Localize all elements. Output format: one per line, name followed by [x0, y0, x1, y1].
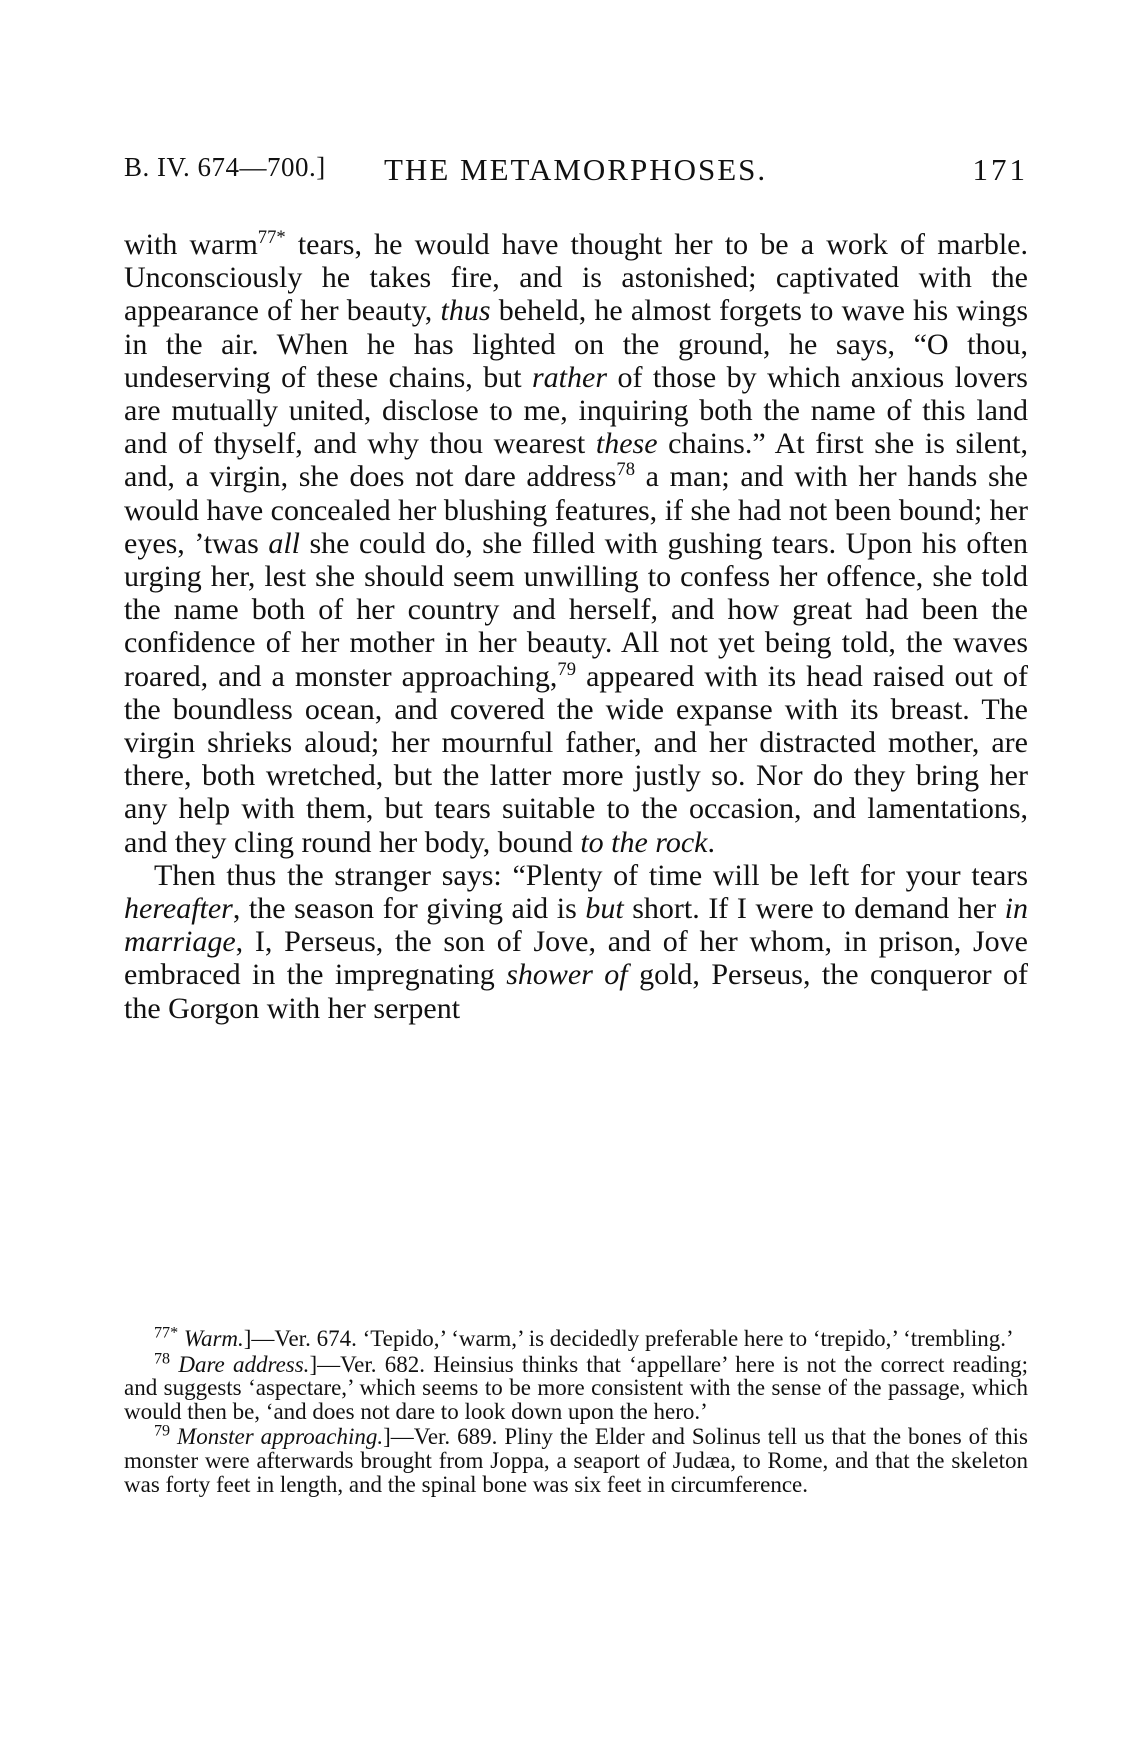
text-run: , I, Perseus, the son of Jove, and of her whom, in prison, Jove embraced in the impregnating — [124, 925, 1028, 992]
footnote-ref-78: 78 — [616, 459, 635, 481]
italic-run: these — [595, 427, 658, 461]
text-run: she could do, she filled with gushing tears. Upon his often urging her, lest she should seem unwilling to confess her offence, she told the name both of her country and herself, and how great had been the confidence of her mother in her beauty. All not yet being told, the waves roared, and a monster approaching, — [124, 526, 1029, 693]
text-run: chains.” At first she is silent, and, a virgin, she does not dare address — [124, 427, 1029, 494]
text-run: with warm — [124, 228, 258, 261]
text-run: a man; and with her hands she would have concealed her blushing features, if she had not been bound; her eyes, ’twas — [124, 460, 1028, 560]
text-run: , the season for giving aid is — [232, 892, 586, 926]
running-head — [124, 152, 1028, 192]
footnote-ref-79: 79 — [557, 658, 577, 680]
footnote-text: ]—Ver. 682. Heinsius thinks that ‘appellare’ here is not the correct reading; and suggests ‘aspectare,’ which seems to be more consistent with the sense of the passage, which would then be, ‘and does not dare to look down upon the hero.’ — [124, 1351, 1028, 1424]
footnote-title: Monster approaching. — [177, 1424, 384, 1450]
footnote-title: Warm. — [183, 1326, 244, 1351]
italic-run: all — [268, 526, 300, 560]
text-run: appeared with its head raised out of the boundless ocean, and covered the wide expanse with its breast. The virgin shrieks aloud; her mournful father, and her distracted mother, are there, both wretched, but the latter more justly so. Nor do they bring her any help with them, but tears suitable to the occasion, and lamentations, and they cling round her body, bound — [124, 659, 1028, 859]
text-run: tears, he would have thought her to be a work of marble. Unconsciously he takes fire, and is astonished; captivated with the appearance of her beauty, — [124, 228, 1028, 328]
text-run: . — [707, 825, 715, 859]
footnotes — [124, 1324, 1028, 1498]
footnote-77 — [124, 1324, 1028, 1351]
footnote-text: ]—Ver. 674. ‘Tepido,’ ‘warm,’ is decidedly preferable here to ‘trepido,’ ‘trembling.’ — [243, 1326, 1014, 1351]
text-run: Then thus the stranger says: “Plenty of time will be left for your tears — [154, 858, 1028, 892]
italic-run: hereafter — [124, 892, 233, 926]
italic-run: rather — [532, 360, 607, 394]
footnote-mark: 77* — [154, 1324, 179, 1342]
page-number: 171 — [972, 152, 1028, 187]
footnote-ref-77: 77* — [257, 227, 286, 248]
italic-run: in marriage — [124, 892, 1028, 959]
book-line-reference: B. IV. 674—700.] — [124, 152, 326, 182]
book-title: THE METAMORPHOSES. — [384, 152, 768, 187]
italic-run: to the rock — [580, 825, 708, 859]
text-run: beheld, he almost forgets to wave his wings in the air. When he has lighted on the ground, he says, “O thou, undeserving of these chains, but — [124, 294, 1029, 394]
paragraph-2 — [124, 859, 1028, 1025]
italic-run: thus — [440, 294, 491, 328]
footnote-79 — [124, 1422, 1028, 1497]
footnote-text: ]—Ver. 689. Pliny the Elder and Solinus tell us that the bones of this monster were afterwards brought from Joppa, a seaport of Judæa, to Rome, and that the skeleton was forty feet in length, and the spinal bone was six feet in circumference. — [124, 1424, 1028, 1497]
text-run: short. If I were to demand her — [623, 892, 1005, 926]
footnote-mark: 79 — [154, 1422, 171, 1440]
italic-run: shower of — [506, 958, 628, 992]
italic-run: but — [585, 892, 624, 926]
footnote-title: Dare address. — [178, 1351, 310, 1377]
main-text — [124, 228, 1028, 1025]
text-run: gold, Perseus, the conqueror of the Gorgon with her serpent — [124, 958, 1028, 1025]
footnote-78 — [124, 1349, 1028, 1424]
paragraph-1 — [124, 228, 1028, 859]
footnote-mark: 78 — [154, 1349, 171, 1367]
text-run: of those by which anxious lovers are mutually united, disclose to me, inquiring both the name of this land and of thyself, and why thou wearest — [124, 360, 1028, 461]
